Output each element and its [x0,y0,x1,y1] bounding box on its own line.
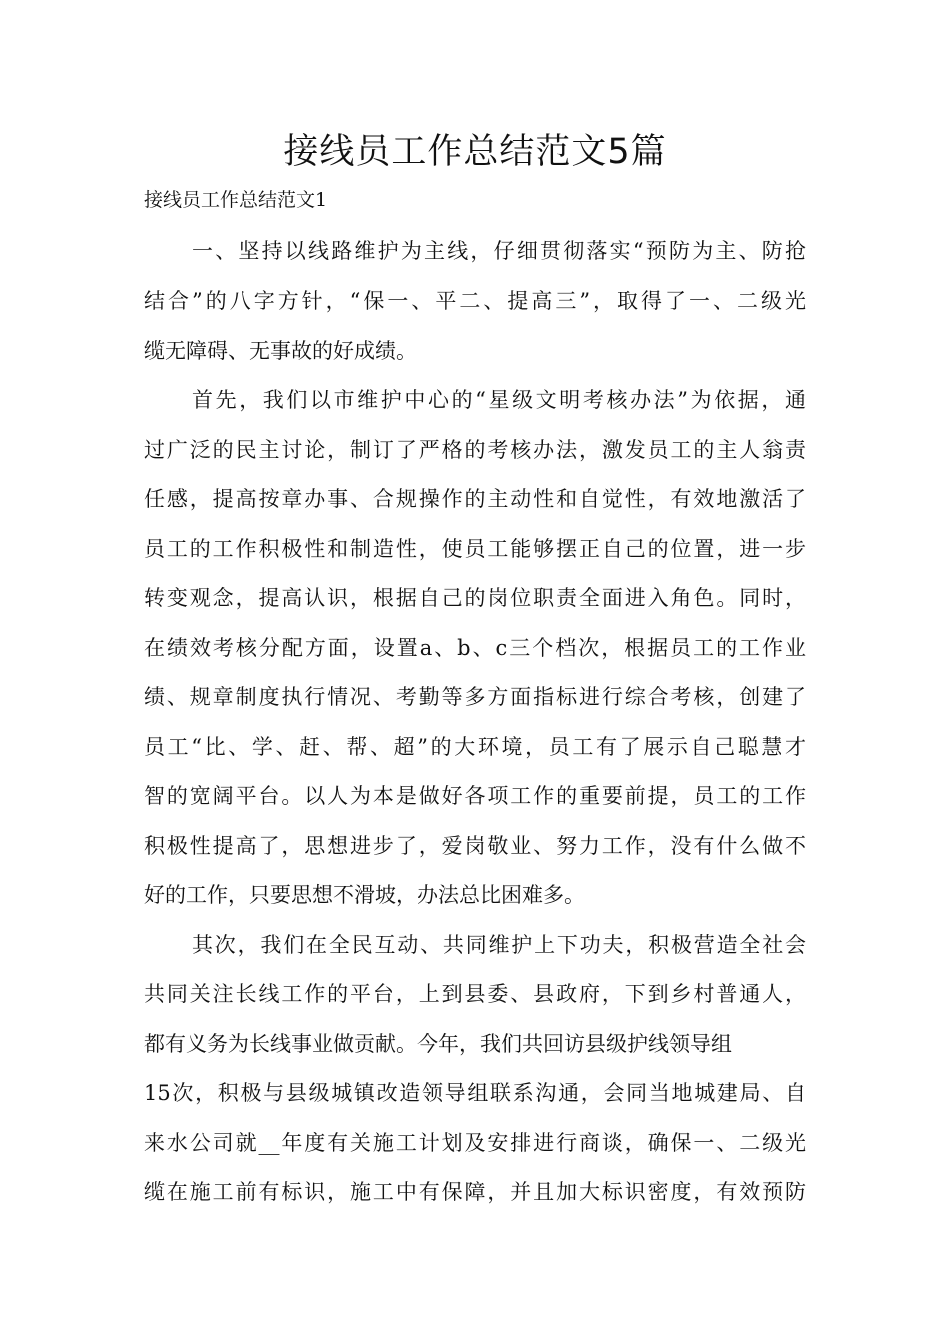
paragraph-2-line-10: 积极性提高了，思想进步了，爱岗敬业、努力工作，没有什么做不 [144,834,806,858]
paragraph-2-line-6: 在绩效考核分配方面，设置a、b、c三个档次，根据员工的工作业 [144,636,806,660]
paragraph-1-line-3: 缆无障碍、无事故的好成绩。 [144,339,417,363]
paragraph-2-line-11: 好的工作，只要思想不滑坡，办法总比困难多。 [144,883,585,907]
paragraph-3-line-2: 共同关注长线工作的平台，上到县委、县政府，下到乡村普通人， [144,982,806,1006]
paragraph-3-line-3: 都有义务为长线事业做贡献。今年，我们共回访县级护线领导组 [144,1032,732,1056]
paragraph-1-line-1: 一、坚持以线路维护为主线，仔细贯彻落实“预防为主、防抢 [192,239,806,263]
paragraph-3-line-5: 来水公司就__年度有关施工计划及安排进行商谈，确保一、二级光 [144,1131,806,1155]
paragraph-2-line-7: 绩、规章制度执行情况、考勤等多方面指标进行综合考核，创建了 [144,685,806,709]
paragraph-2-line-2: 过广泛的民主讨论，制订了严格的考核办法，激发员工的主人翁责 [144,438,806,462]
section-subtitle: 接线员工作总结范文1 [144,189,328,211]
paragraph-3-line-4: 15次，积极与县级城镇改造领导组联系沟通，会同当地城建局、自 [144,1081,806,1105]
paragraph-2-line-3: 任感，提高按章办事、合规操作的主动性和自觉性，有效地激活了 [144,487,806,511]
paragraph-2-line-4: 员工的工作积极性和制造性，使员工能够摆正自己的位置，进一步 [144,537,806,561]
paragraph-3-line-6: 缆在施工前有标识，施工中有保障，并且加大标识密度，有效预防 [144,1180,806,1204]
paragraph-2-line-8: 员工“比、学、赶、帮、超”的大环境，员工有了展示自己聪慧才 [144,735,806,759]
paragraph-3-line-1: 其次，我们在全民互动、共同维护上下功夫，积极营造全社会 [192,933,806,957]
paragraph-2-line-1: 首先，我们以市维护中心的“星级文明考核办法”为依据，通 [192,388,806,412]
paragraph-1-line-2: 结合”的八字方针，“保一、平二、提高三”，取得了一、二级光 [144,289,806,313]
paragraph-2-line-9: 智的宽阔平台。以人为本是做好各项工作的重要前提，员工的工作 [144,784,806,808]
document-title: 接线员工作总结范文5篇 [283,132,667,172]
paragraph-2-line-5: 转变观念，提高认识，根据自己的岗位职责全面进入角色。同时， [144,586,806,610]
